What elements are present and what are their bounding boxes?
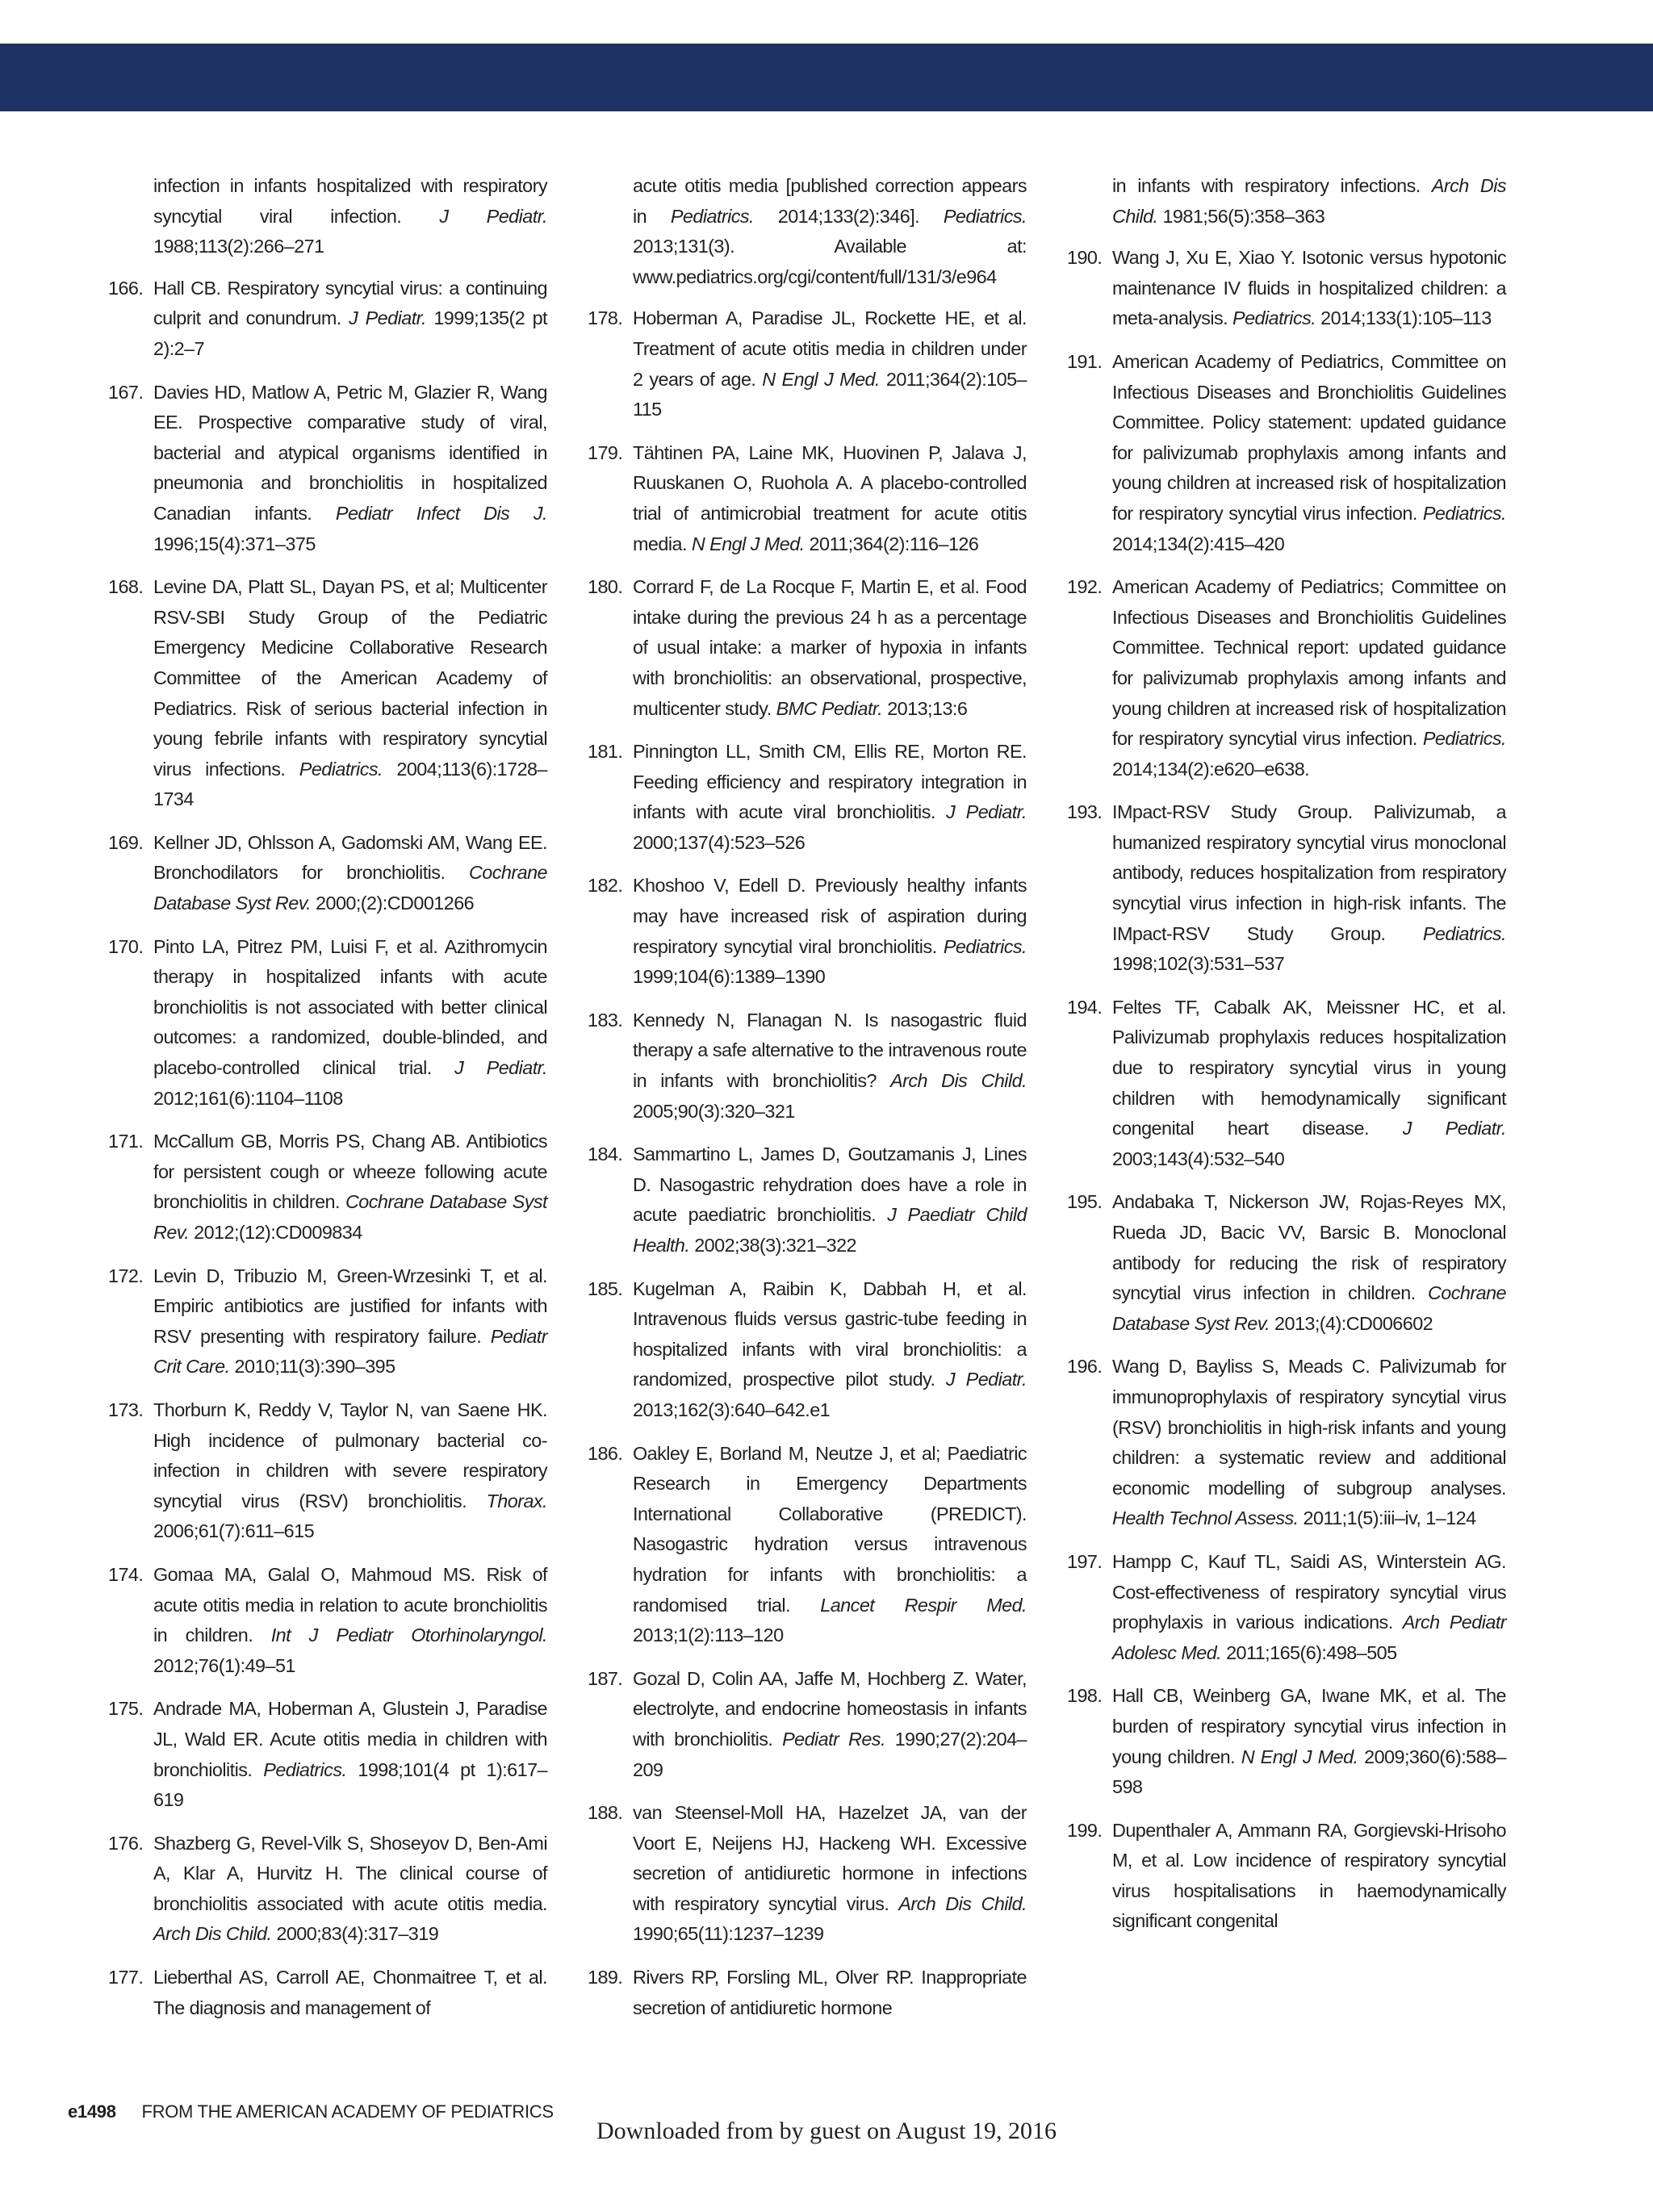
journal-title: Arch Dis Child. [1112,175,1507,227]
reference-number: 188. [588,1802,623,1824]
reference-text [1112,1816,1506,1937]
journal-title: Pediatrics. [1422,502,1506,524]
reference-segment: 2009;360(6):588–598 [1112,1746,1506,1798]
reference-text [1112,993,1506,1175]
reference-segment: 2004;113(6):1728–1734 [153,758,547,810]
reference-item [108,1560,547,1681]
reference-segment: Feltes TF, Cabalk AK, Meissner HC, et al. Palivizumab prophylaxis reduces hospitalization due to respiratory syncytial virus in young children with hemodynamically significant congenital heart disease. [1112,996,1506,1139]
reference-number: 173. [108,1399,144,1420]
reference-item [588,303,1027,424]
reference-segment: 2012;76(1):49–51 [153,1654,295,1676]
reference-number: 178. [588,307,623,329]
reference-item [1067,1681,1506,1802]
reference-number: 176. [108,1832,144,1854]
reference-segment: acute otitis media [published correction appears in [633,175,1027,227]
reference-segment: Corrard F, de La Rocque F, Martin E, et al. Food intake during the previous 24 h as a percentage of usual intake: a marker of hypoxia in infants with bronchiolitis: an observational, prospective, multicenter study. [633,576,1027,719]
journal-title: Pediatr Infect Dis J. [335,502,547,524]
reference-text [633,871,1027,992]
reference-number: 177. [108,1967,144,1988]
reference-segment: Shazberg G, Revel-Vilk S, Shoseyov D, Ben-Ami A, Klar A, Hurvitz H. The clinical course of bronchiolitis associated with acute otitis media. [153,1832,547,1914]
reference-segment: 2000;(2):CD001266 [311,893,475,914]
reference-item [588,1139,1027,1261]
reference-text [1112,1187,1506,1339]
reference-segment: American Academy of Pediatrics, Committee on Infectious Diseases and Bronchiolitis Guidelines Committee. Policy statement: updated guidance for palivizumab prophylaxis among infants and young children at increased risk of hospitalization for respiratory syncytial virus infection. [1112,350,1506,524]
reference-number: 199. [1067,1819,1103,1841]
reference-number: 196. [1067,1356,1103,1378]
journal-title: J Pediatr. [439,205,548,227]
reference-text [153,274,547,365]
reference-text [633,1006,1027,1127]
reference-item [108,274,547,365]
reference-segment: Hall CB, Weinberg GA, Iwane MK, et al. The burden of respiratory syncytial virus infection in young children. [1112,1685,1506,1767]
reference-segment: Khoshoo V, Edell D. Previously healthy infants may have increased risk of aspiration during respiratory syncytial viral bronchiolitis. [633,875,1027,957]
reference-text [153,932,547,1114]
reference-item [588,1274,1027,1426]
reference-segment: 2013;1(2):113–120 [633,1625,784,1646]
reference-segment: Andabaka T, Nickerson JW, Rojas-Reyes MX, Rueda JD, Bacic VV, Barsic B. Monoclonal antibody for reducing the risk of respiratory syncytial virus infection in children. [1112,1191,1506,1304]
reference-number: 187. [588,1667,623,1689]
reference-segment: in infants with respiratory infections. [1112,175,1432,196]
reference-item [1067,1816,1506,1937]
journal-title: Pediatrics. [943,935,1027,957]
reference-item [1067,993,1506,1175]
reference-number: 182. [588,875,623,897]
reference-segment: Oakley E, Borland M, Neutze J, et al; Paediatric Research in Emergency Departments International Collaborative (PREDICT). Nasogastric hydration versus intravenous hydration for infants with bronchiolitis: a randomised trial. [633,1442,1027,1616]
reference-segment: 2011;364(2):116–126 [804,533,979,554]
reference-number: 172. [108,1265,144,1286]
reference-segment: 2002;38(3):321–322 [689,1235,857,1256]
reference-text [153,1560,547,1681]
journal-title: Arch Dis Child. [898,1892,1027,1914]
reference-text [1112,347,1506,559]
reference-continuation [1067,171,1506,232]
reference-item [108,932,547,1114]
reference-segment: Thorburn K, Reddy V, Taylor N, van Saene HK. High incidence of pulmonary bacterial co-infection in children with severe respiratory syncytial virus (RSV) bronchiolitis. [153,1399,547,1512]
reference-segment: 1999;104(6):1389–1390 [633,966,826,988]
reference-number: 183. [588,1009,623,1031]
reference-text [633,1139,1027,1261]
reference-number: 192. [1067,576,1103,598]
journal-title: Arch Pediatr Adolesc Med. [1112,1612,1507,1663]
reference-segment: 2011;165(6):498–505 [1221,1641,1397,1663]
reference-segment: Wang J, Xu E, Xiao Y. Isotonic versus hypotonic maintenance IV fluids in hospitalized children: a meta-analysis. [1112,247,1506,329]
reference-number: 175. [108,1698,144,1720]
reference-segment: IMpact-RSV Study Group. Palivizumab, a humanized respiratory syncytial virus monoclonal antibody, reduces hospitalization from respiratory syncytial virus infection in high-risk infants. The IMpact-RSV Study Group. [1112,801,1506,944]
download-notice: Downloaded from by guest on August 19, 2016 [596,2118,1057,2144]
reference-text [633,1664,1027,1785]
page-number: e1498 [68,2101,116,2122]
reference-segment: 2006;61(7):611–615 [153,1520,315,1542]
journal-title: Lancet Respir Med. [820,1594,1027,1616]
reference-segment: 1988;113(2):266–271 [153,236,324,257]
reference-number: 193. [1067,801,1103,823]
reference-number: 185. [588,1277,623,1299]
reference-segment: Levine DA, Platt SL, Dayan PS, et al; Multicenter RSV-SBI Study Group of the Pediatric Emergency Medicine Collaborative Research Committee of the American Academy of Pediatrics. Risk of serious bacterial infection in young febrile infants with respiratory syncytial virus infections. [153,576,547,780]
reference-text [1112,572,1506,784]
reference-item [1067,1187,1506,1339]
reference-segment: McCallum GB, Morris PS, Chang AB. Antibiotics for persistent cough or wheeze following acute bronchiolitis in children. [153,1131,547,1213]
reference-segment: 2011;1(5):iii–iv, 1–124 [1298,1507,1476,1529]
journal-title: J Pediatr. [349,307,426,329]
reference-segment: 2000;83(4):317–319 [271,1923,439,1945]
reference-segment: Levin D, Tribuzio M, Green-Wrzesinki T, et al. Empiric antibiotics are justified for infants with RSV presenting with respiratory failure. [153,1265,547,1347]
journal-title: Pediatrics. [1422,922,1506,944]
reference-item [108,1261,547,1382]
reference-column-2 [588,171,1027,2036]
reference-segment: 2011;364(2):105–115 [633,368,1027,420]
reference-segment: 1998;101(4 pt 1):617–619 [153,1758,548,1811]
reference-segment: 2012;(12):CD009834 [189,1222,362,1243]
reference-number: 197. [1067,1550,1103,1572]
reference-item [108,1694,547,1815]
reference-segment: Lieberthal AS, Carroll AE, Chonmaitree T, et al. The diagnosis and management of [153,1967,547,2018]
reference-number: 186. [588,1442,623,1464]
reference-text [153,572,547,815]
reference-segment: Hoberman A, Paradise JL, Rockette HE, et al. Treatment of acute otitis media in children under 2 years of age. [633,307,1027,390]
journal-title: Arch Dis Child. [890,1070,1027,1092]
reference-segment: 1990;65(11):1237–1239 [633,1923,824,1945]
reference-segment: 2014;134(2):e620–e638. [1112,758,1310,780]
reference-text [153,1829,547,1950]
reference-segment: 2005;90(3):320–321 [633,1100,795,1122]
reference-text [153,1261,547,1382]
reference-text [1112,797,1506,980]
reference-number: 190. [1067,247,1103,269]
reference-number: 181. [588,741,623,763]
reference-item [108,828,547,919]
reference-segment: Kellner JD, Ohlsson A, Gadomski AM, Wang EE. Bronchodilators for bronchiolitis. [153,831,547,884]
reference-text [1112,1681,1506,1802]
reference-item [588,871,1027,992]
journal-title: Thorax. [486,1490,547,1512]
reference-item [588,572,1027,724]
reference-segment: 2013;162(3):640–642.e1 [633,1399,831,1420]
journal-title: Int J Pediatr Otorhinolaryngol. [270,1625,548,1646]
reference-segment: Gozal D, Colin AA, Jaffe M, Hochberg Z. Water, electrolyte, and endocrine homeostasis in infants with bronchiolitis. [633,1667,1027,1750]
reference-number: 169. [108,831,144,853]
journal-title: Cochrane Database Syst Rev. [153,1191,547,1243]
reference-item [588,1664,1027,1785]
reference-continuation [588,171,1027,292]
reference-text [153,1395,547,1547]
reference-item [588,1963,1027,2023]
reference-segment: 2014;133(2):346]. [754,205,944,227]
reference-segment: American Academy of Pediatrics; Committee on Infectious Diseases and Bronchiolitis Guidelines Committee. Technical report: updated guidance for palivizumab prophylaxis among infants and young children at increased risk of hospitalization for respiratory syncytial virus infection. [1112,576,1506,750]
reference-text [633,572,1027,724]
reference-item [108,1963,547,2023]
reference-item [588,1006,1027,1127]
reference-text [1112,1352,1506,1534]
reference-segment: 1990;27(2):204–209 [633,1728,1027,1780]
reference-item [588,1798,1027,1950]
reference-segment: Andrade MA, Hoberman A, Glustein J, Paradise JL, Wald ER. Acute otitis media in children with bronchiolitis. [153,1698,547,1780]
reference-text [153,1694,547,1815]
journal-title: Pediatr Crit Care. [153,1325,547,1378]
journal-title: Pediatrics. [299,758,383,780]
reference-number: 179. [588,441,623,463]
reference-number: 168. [108,576,144,598]
reference-number: 170. [108,935,144,957]
reference-text [633,1439,1027,1651]
reference-item [108,1395,547,1547]
reference-item [1067,572,1506,784]
reference-number: 198. [1067,1685,1103,1707]
reference-item [1067,797,1506,980]
reference-segment: 2013;13:6 [882,697,968,719]
reference-text [1112,243,1506,334]
reference-segment: 1998;102(3):531–537 [1112,953,1285,975]
reference-segment: Davies HD, Matlow A, Petric M, Glazier R, Wang EE. Prospective comparative study of viral, bacterial and atypical organisms identified in pneumonia and bronchiolitis in hospitalized Canadian infants. [153,381,547,524]
reference-number: 166. [108,277,144,299]
reference-segment: Gomaa MA, Galal O, Mahmoud MS. Risk of acute otitis media in relation to acute bronchiolitis in children. [153,1563,547,1646]
reference-segment: Hall CB. Respiratory syncytial virus: a continuing culprit and conundrum. [153,277,547,329]
reference-number: 171. [108,1131,144,1152]
reference-text [633,303,1027,424]
journal-title: J Pediatr. [945,1369,1027,1390]
reference-text [1112,1547,1506,1668]
reference-segment: Pinnington LL, Smith CM, Ellis RE, Morton RE. Feeding efficiency and respiratory integration in infants with acute viral bronchiolitis. [633,741,1027,823]
reference-item [588,1439,1027,1651]
reference-number: 174. [108,1563,144,1585]
journal-title: J Pediatr. [1402,1118,1506,1139]
reference-segment: 2014;133(1):105–113 [1316,307,1492,329]
reference-segment: Rivers RP, Forsling ML, Olver RP. Inappropriate secretion of antidiuretic hormone [633,1967,1027,2018]
reference-segment: 1999;135(2 pt 2):2–7 [153,307,547,359]
reference-text [633,1963,1027,2023]
reference-segment: 2013;131(3). Available at: www.pediatrics.org/cgi/content/full/131/3/e964 [633,236,1027,287]
reference-segment: Pinto LA, Pitrez PM, Luisi F, et al. Azithromycin therapy in hospitalized infants with acute bronchiolitis is not associated with better clinical outcomes: a randomized, double-blinded, and placebo-controlled clinical trial. [153,935,547,1079]
reference-text [153,171,547,262]
reference-segment: 1996;15(4):371–375 [153,533,316,554]
journal-title: Cochrane Database Syst Rev. [1112,1282,1506,1334]
reference-segment: Sammartino L, James D, Goutzamanis J, Lines D. Nasogastric rehydration does have a role in acute paediatric bronchiolitis. [633,1144,1027,1226]
reference-segment: Tähtinen PA, Laine MK, Huovinen P, Jalava J, Ruuskanen O, Ruohola A. A placebo-controlled trial of antimicrobial treatment for acute otitis media. [633,441,1027,554]
reference-item [108,1127,547,1248]
reference-text [633,1274,1027,1426]
reference-segment: Hampp C, Kauf TL, Saidi AS, Winterstein AG. Cost-effectiveness of respiratory syncytial virus prophylaxis in various indications. [1112,1550,1506,1633]
reference-segment: 2012;161(6):1104–1108 [153,1087,343,1109]
reference-text [153,1963,547,2023]
reference-number: 167. [108,381,144,403]
reference-text [153,1127,547,1248]
journal-title: Cochrane Database Syst Rev. [153,862,547,914]
reference-item [108,378,547,560]
journal-title: Pediatrics. [670,205,755,227]
journal-title: Pediatrics. [263,1758,347,1780]
reference-segment: 2000;137(4):523–526 [633,831,806,853]
reference-text [633,171,1027,292]
journal-title: N Engl J Med. [762,368,880,390]
reference-item [1067,243,1506,334]
journal-title: Pediatr Res. [782,1728,885,1750]
reference-item [108,1829,547,1950]
reference-segment: 2010;11(3):390–395 [229,1356,395,1378]
journal-title: Pediatrics. [1422,728,1506,750]
header-band [0,44,1653,111]
reference-number: 191. [1067,350,1103,372]
reference-item [1067,1352,1506,1534]
reference-item [1067,1547,1506,1668]
reference-number: 189. [588,1967,623,1988]
reference-text [153,828,547,919]
reference-number: 195. [1067,1191,1103,1213]
journal-title: Pediatrics. [943,205,1027,227]
reference-item [1067,347,1506,559]
journal-title: Arch Dis Child. [153,1923,272,1945]
journal-title: J Pediatr. [946,801,1027,823]
journal-title: Pediatrics. [1232,307,1316,329]
reference-segment: Wang D, Bayliss S, Meads C. Palivizumab for immunoprophylaxis of respiratory syncytial virus (RSV) bronchiolitis in high-risk infants and young children: a systematic review and additional economic modelling of subgroup analyses. [1112,1356,1506,1499]
reference-segment: 2013;(4):CD006602 [1270,1312,1433,1334]
reference-number: 180. [588,576,623,598]
reference-item [588,438,1027,559]
reference-item [108,572,547,815]
reference-text [633,737,1027,858]
reference-number: 194. [1067,996,1103,1018]
reference-segment: Kennedy N, Flanagan N. Is nasogastric fluid therapy a safe alternative to the intravenous route in infants with bronchiolitis? [633,1009,1027,1092]
reference-segment: 1981;56(5):358–363 [1157,205,1325,227]
reference-segment: 2003;143(4):532–540 [1112,1148,1285,1169]
journal-title: BMC Pediatr. [776,697,883,719]
reference-column-3 [1067,171,1506,1950]
journal-title: Health Technol Assess. [1112,1507,1299,1529]
reference-segment: Kugelman A, Raibin K, Dabbah H, et al. Intravenous fluids versus gastric-tube feeding in hospitalized infants with viral bronchiolitis: a randomized, prospective pilot study. [633,1277,1027,1390]
journal-title: J Pediatr. [454,1057,548,1079]
reference-item [588,737,1027,858]
reference-number: 184. [588,1144,623,1165]
reference-segment: Dupenthaler A, Ammann RA, Gorgievski-Hrisoho M, et al. Low incidence of respiratory syncytial virus hospitalisations in haemodynamically significant congenital [1112,1819,1506,1932]
journal-section-label: FROM THE AMERICAN ACADEMY OF PEDIATRICS [141,2101,554,2122]
reference-segment: van Steensel-Moll HA, Hazelzet JA, van der Voort E, Neijens HJ, Hackeng WH. Excessive secretion of antidiuretic hormone in infections with respiratory syncytial virus. [633,1802,1027,1914]
journal-title: N Engl J Med. [691,533,805,554]
reference-text [633,1798,1027,1950]
journal-title: N Engl J Med. [1241,1746,1358,1767]
reference-segment: infection in infants hospitalized with respiratory syncytial viral infection. [153,175,547,227]
reference-text [633,438,1027,559]
reference-continuation [108,171,547,262]
reference-segment: 2014;134(2):415–420 [1112,533,1285,554]
reference-text [1112,171,1506,232]
reference-column-1 [108,171,547,2036]
reference-text [153,378,547,560]
journal-title: J Paediatr Child Health. [633,1204,1027,1256]
